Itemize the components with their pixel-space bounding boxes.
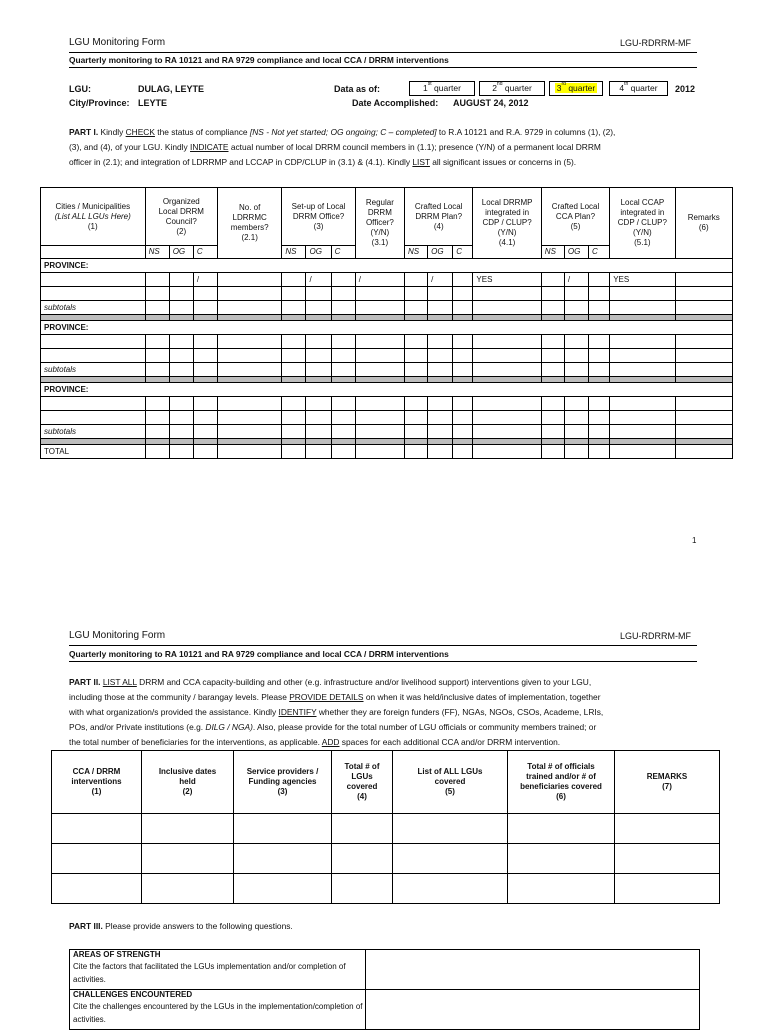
form-title-2: LGU Monitoring Form: [69, 630, 166, 641]
date-accomplished-label: Date Accomplished:: [352, 98, 439, 108]
header-drrmp-integrated: Local DRRMP integrated in CDP / CLUP? (Y/N) (4.1): [473, 188, 541, 259]
province-row: PROVINCE:: [41, 321, 733, 335]
table-row[interactable]: / / / / YES / YES: [41, 273, 733, 287]
header-officials-trained: Total # of officials trained and/or # of beneficiaries covered (6): [508, 751, 615, 814]
province-row: PROVINCE:: [41, 259, 733, 273]
year-value: 2012: [675, 84, 696, 94]
strength-answer[interactable]: [366, 950, 700, 990]
quarter-3-box[interactable]: [549, 81, 603, 96]
compliance-table: Cities / Municipalities (List ALL LGUs Here) (1) Organized Local DRRM Council? (2) No. of LDRRMC members? (2.1) Set-up of Local DRRM Office? (3) Regular DRRM Officer? (Y/N) (3.1) Crafted Local DRRM Plan? (4) Local DRRMP integrated in CDP / CLUP? (Y/N) (4.1) Crafted Local CCA Plan? (5) Local CCAP integrated in CDP / CLUP? (Y/N) (5.1) Remarks (6) NS OG C NS OG C NS OG C NS OG C PROVINCE: / / / / YES / YES subtotals PROVINCE: subtotals PROVINCE: subtotals TOTAL: [40, 187, 733, 459]
header-interventions: CCA / DRRM interventions (1): [52, 751, 142, 814]
header-providers: Service providers / Funding agencies (3): [234, 751, 332, 814]
form-subtitle-2: Quarterly monitoring to RA 10121 and RA 9729 compliance and local CCA / DRRM interventions: [69, 649, 449, 659]
table-row[interactable]: [41, 397, 733, 411]
quarter-3-highlight: 3rd quarter: [556, 81, 596, 93]
header-drrm-officer: Regular DRRM Officer? (Y/N) (3.1): [355, 188, 404, 259]
header-total-lgus: Total # of LGUs covered (4): [332, 751, 393, 814]
header-drrm-plan: Crafted Local DRRM Plan? (4): [405, 188, 473, 246]
header-organized-council: Organized Local DRRM Council? (2): [145, 188, 217, 246]
subtotal-row: subtotals: [41, 425, 733, 439]
quarter-2-box[interactable]: 2nd quarter: [479, 81, 545, 96]
table-row[interactable]: [41, 287, 733, 301]
header-ccap-integrated: Local CCAP integrated in CDP / CLUP? (Y/N) (5.1): [610, 188, 675, 259]
lgu-value: DULAG, LEYTE: [138, 84, 205, 94]
strength-cell: AREAS OF STRENGTH Cite the factors that facilitated the LGUs implementation and/or completion of activities.: [70, 950, 366, 990]
table-row[interactable]: [52, 844, 720, 874]
subtotal-row: subtotals: [41, 301, 733, 315]
data-as-of-label: Data as of:: [334, 84, 381, 94]
quarter-1-box[interactable]: 1st quarter: [409, 81, 475, 96]
table-row[interactable]: [41, 349, 733, 363]
city-label: City/Province:: [69, 98, 130, 108]
header-cca-plan: Crafted Local CCA Plan? (5): [541, 188, 609, 246]
interventions-table: [51, 750, 720, 904]
header-dates: Inclusive dates held (2): [142, 751, 234, 814]
part3-table: [69, 949, 700, 1030]
subtotal-row: subtotals: [41, 363, 733, 377]
header-list-lgus: List of ALL LGUs covered (5): [393, 751, 508, 814]
form-title: LGU Monitoring Form: [69, 37, 166, 48]
form-subtitle: Quarterly monitoring to RA 10121 and RA 9729 compliance and local CCA / DRRM interventions: [69, 55, 449, 65]
lgu-label: LGU:: [69, 84, 91, 94]
date-accomplished-value: AUGUST 24, 2012: [453, 98, 529, 108]
header-remarks: Remarks (6): [675, 188, 732, 259]
header-remarks-2: REMARKS (7): [615, 751, 720, 814]
form-code-2: LGU-RDRRM-MF: [620, 631, 691, 641]
province-row: PROVINCE:: [41, 383, 733, 397]
challenge-cell: CHALLENGES ENCOUNTERED Cite the challenges encountered by the LGUs in the implementation/completion of activities.: [70, 990, 366, 1030]
table-row[interactable]: [41, 335, 733, 349]
page-number: 1: [692, 536, 697, 545]
part3-instructions: PART III. Please provide answers to the following questions.: [69, 921, 293, 931]
table-row[interactable]: [52, 874, 720, 904]
table-row[interactable]: [52, 814, 720, 844]
city-value: LEYTE: [138, 98, 168, 108]
header-drrm-office: Set-up of Local DRRM Office? (3): [282, 188, 355, 246]
header-ldrrmc-members: No. of LDRRMC members? (2.1): [217, 188, 281, 259]
part2-instructions: PART II. LIST ALL DRRM and CCA capacity-building and other (e.g. infrastructure and/or livelihood support) interventions given to your LGU, including those at the community / barangay levels. Please PROVIDE DETAILS on when it was held/inclusive dates of implementation, together with what organization/s provided the assistance. Kindly IDENTIFY whether they are foreign funders (FF), NGAs, NGOs, CSOs, Academe, LRIs, POs, and/or Private institutions (e.g. DILG / NGA). Also, please provide for the total number of LGU officials or community members trained; or the total number of beneficiaries for the interventions, as applicable. ADD spaces for each additional CCA and/or DRRM intervention.: [69, 677, 604, 747]
table-row[interactable]: [41, 411, 733, 425]
form-code: LGU-RDRRM-MF: [620, 38, 691, 48]
total-row: TOTAL: [41, 445, 733, 459]
header-cities: Cities / Municipalities (List ALL LGUs Here) (1): [41, 188, 146, 246]
part1-instructions: PART I. Kindly CHECK the status of compliance [NS - Not yet started; OG ongoing; C – completed] to R.A 10121 and R.A. 9729 in columns (1), (2), (3), and (4), of your LGU. Kindly INDICATE actual number of local DRRM council members in (1.1); presence (Y/N) of a permanent local DRRM officer in (2.1); and integration of LDRRMP and LCCAP in CDP/CLUP in (3.1) & (4.1). Kindly LIST all significant issues or concerns in (5).: [69, 127, 616, 167]
quarter-4-box[interactable]: 4th quarter: [609, 81, 668, 96]
